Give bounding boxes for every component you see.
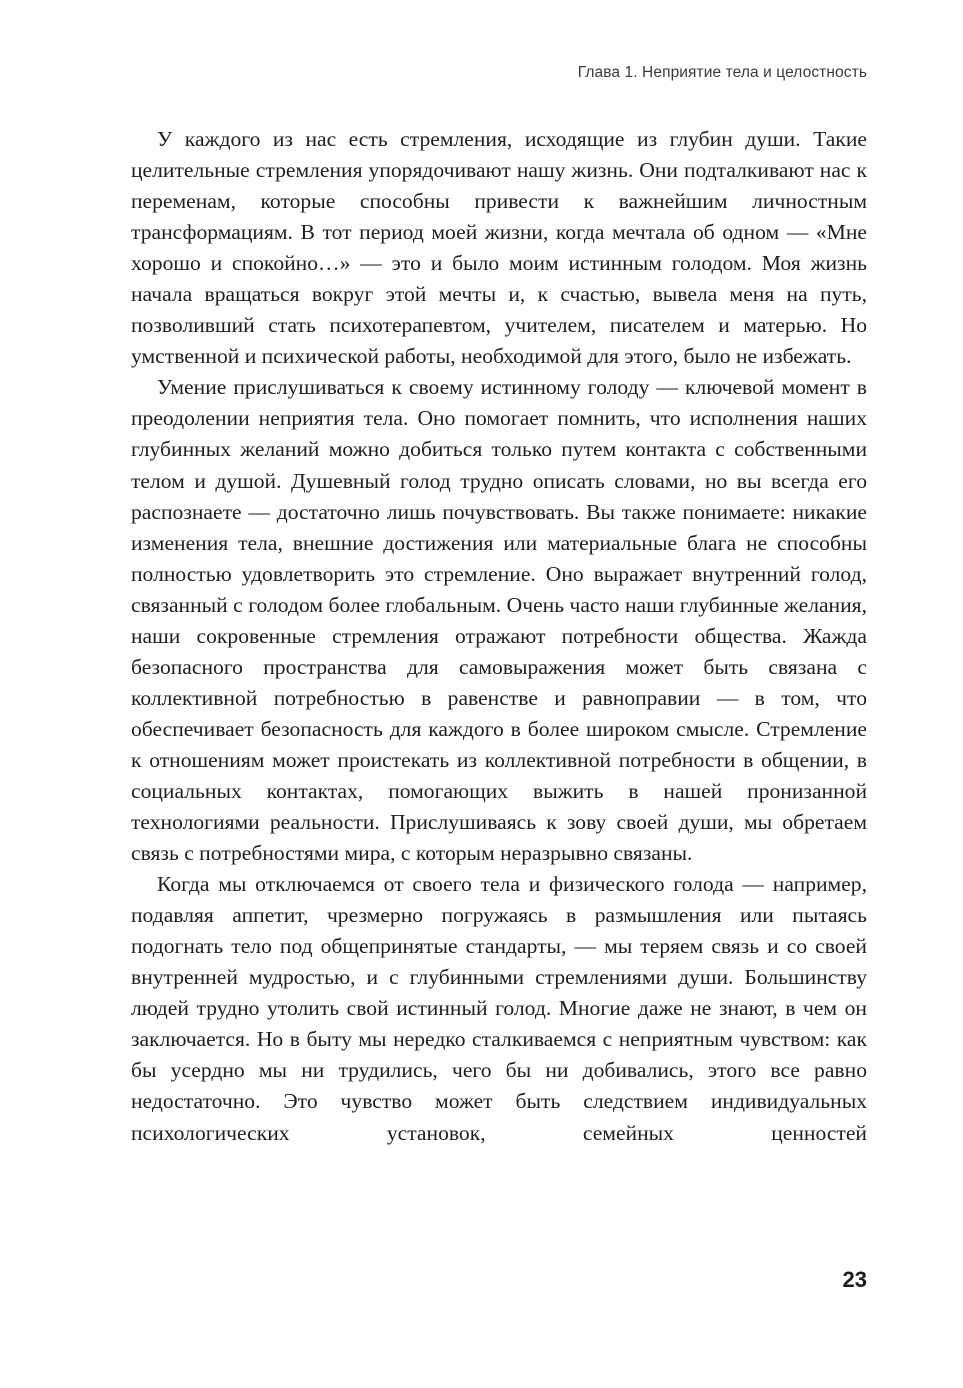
paragraph-3: Когда мы отключаемся от своего тела и физического голода — например, подавляя аппетит, чрезмерно погружаясь в размышления или пытаясь подогнать тело под общепринятые стандарты, — мы теряем связь и со своей внутренней мудростью, и с глубинными стремлениями души. Большинству людей трудно утолить свой истинный голод. Многие даже не знают, в чем он заключается. Но в быту мы нередко сталкиваемся с неприятным чувством: как бы усердно мы ни трудились, чего бы ни добивались, этого все равно недостаточно. Это чувство может быть следствием индивидуальных психологических установок, семейных ценностей bbox=[131, 872, 867, 1145]
paragraph-1: У каждого из нас есть стремления, исходящие из глубин души. Такие целительные стремления упорядочивают нашу жизнь. Они подталкивают нас к переменам, которые способны привести к важнейшим личностным трансформациям. В тот период моей жизни, когда мечтала об одном — «Мне хорошо и спокойно…» — это и было моим истинным голодом. Моя жизнь начала вращаться вокруг этой мечты и, к счастью, вывела меня на путь, позволивший стать психотерапевтом, учителем, писателем и матерью. Но умственной и психической работы, необходимой для этого, было не избежать. bbox=[131, 127, 867, 369]
running-head: Глава 1. Неприятие тела и целостность bbox=[577, 64, 867, 81]
paragraph-2: Умение прислушиваться к своему истинному голоду — ключевой момент в преодолении неприятия тела. Оно помогает помнить, что исполнения наших глубинных желаний можно добиться только путем контакта с собственными телом и душой. Душевный голод трудно описать словами, но вы всегда его распознаете — достаточно лишь почувствовать. Вы также понимаете: никакие изменения тела, внешние достижения или материальные блага не способны полностью удовлетворить это стремление. Оно выражает внутренний голод, связанный с голодом более глобальным. Очень часто наши глубинные желания, наши сокровенные стремления отражают потребности общества. Жажда безопасного пространства для самовыражения может быть связана с коллективной потребностью в равенстве и равноправии — в том, что обеспечивает безопасность для каждого в более широком смысле. Стремление к отношениям может проистекать из коллективной потребности в общении, в социальных контактах, помогающих выжить в нашей пронизанной технологиями реальности. Прислушиваясь к зову своей души, мы обретаем связь с потребностями мира, с которым неразрывно связаны. bbox=[131, 375, 867, 866]
body-text bbox=[131, 124, 867, 1149]
page-number: 23 bbox=[842, 1267, 867, 1292]
